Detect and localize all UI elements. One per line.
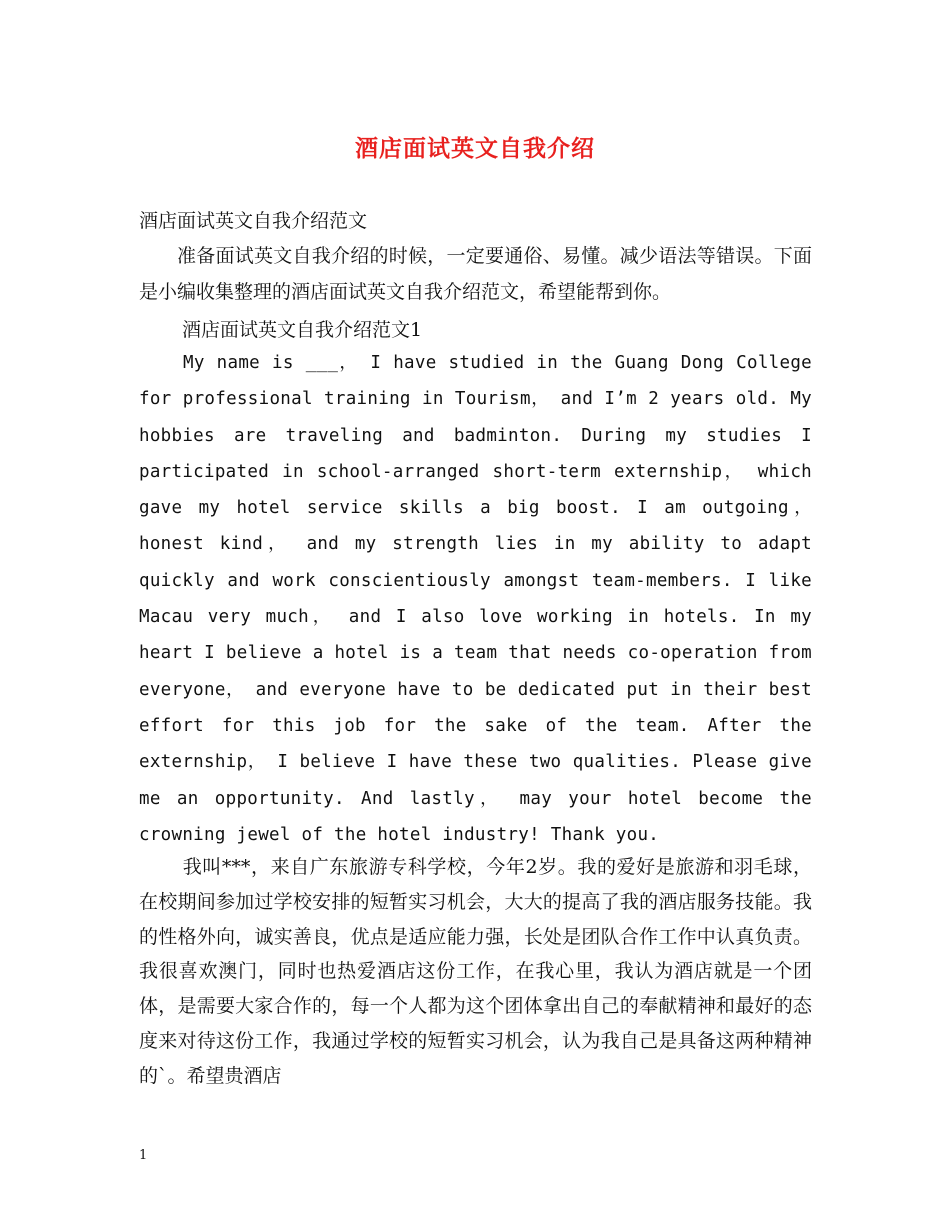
section-heading: 酒店面试英文自我介绍范文1: [182, 319, 423, 341]
document-subtitle: 酒店面试英文自我介绍范文: [139, 210, 368, 232]
page-number: 1: [139, 1148, 148, 1163]
chinese-self-introduction: 我叫***，来自广东旅游专科学校，今年2岁。我的爱好是旅游和羽毛球，在校期间参加过学校安排的短暂实习机会，大大的提高了我的酒店服务技能。我的性格外向，诚实善良，优点是适应能力强，长处是团队合作工作中认真负责。我很喜欢澳门，同时也热爱酒店这份工作，在我心里，我认为酒店就是一个团体，是需要大家合作的，每一个人都为这个团体拿出自己的奉献精神和最好的态度来对待这份工作，我通过学校的短暂实习机会，认为我自己是具备这两种精神的`。希望贵酒店: [139, 856, 812, 1087]
intro-paragraph: 准备面试英文自我介绍的时候，一定要通俗、易懂。减少语法等错误。下面是小编收集整理的酒店面试英文自我介绍范文，希望能帮到你。: [139, 245, 812, 303]
document-title: 酒店面试英文自我介绍: [355, 135, 595, 162]
english-self-introduction: My name is ___， I have studied in the Guang Dong College for professional training in Tourism， and I’m 2 years old. My hobbies are traveling and badminton. During my studies I participated in school-arranged short-term externship， which gave my hotel service skills a big boost. I am outgoing， honest kind， and my strength lies in my ability to adapt quickly and work conscientiously amongst team-members. I like Macau very much， and I also love working in hotels. In my heart I believe a hotel is a team that needs co-operation from everyone， and everyone have to be dedicated put in their best effort for this job for the sake of the team. After the externship， I believe I have these two qualities. Please give me an opportunity. And lastly， may your hotel become the crowning jewel of the hotel industry! Thank you.: [139, 353, 812, 845]
